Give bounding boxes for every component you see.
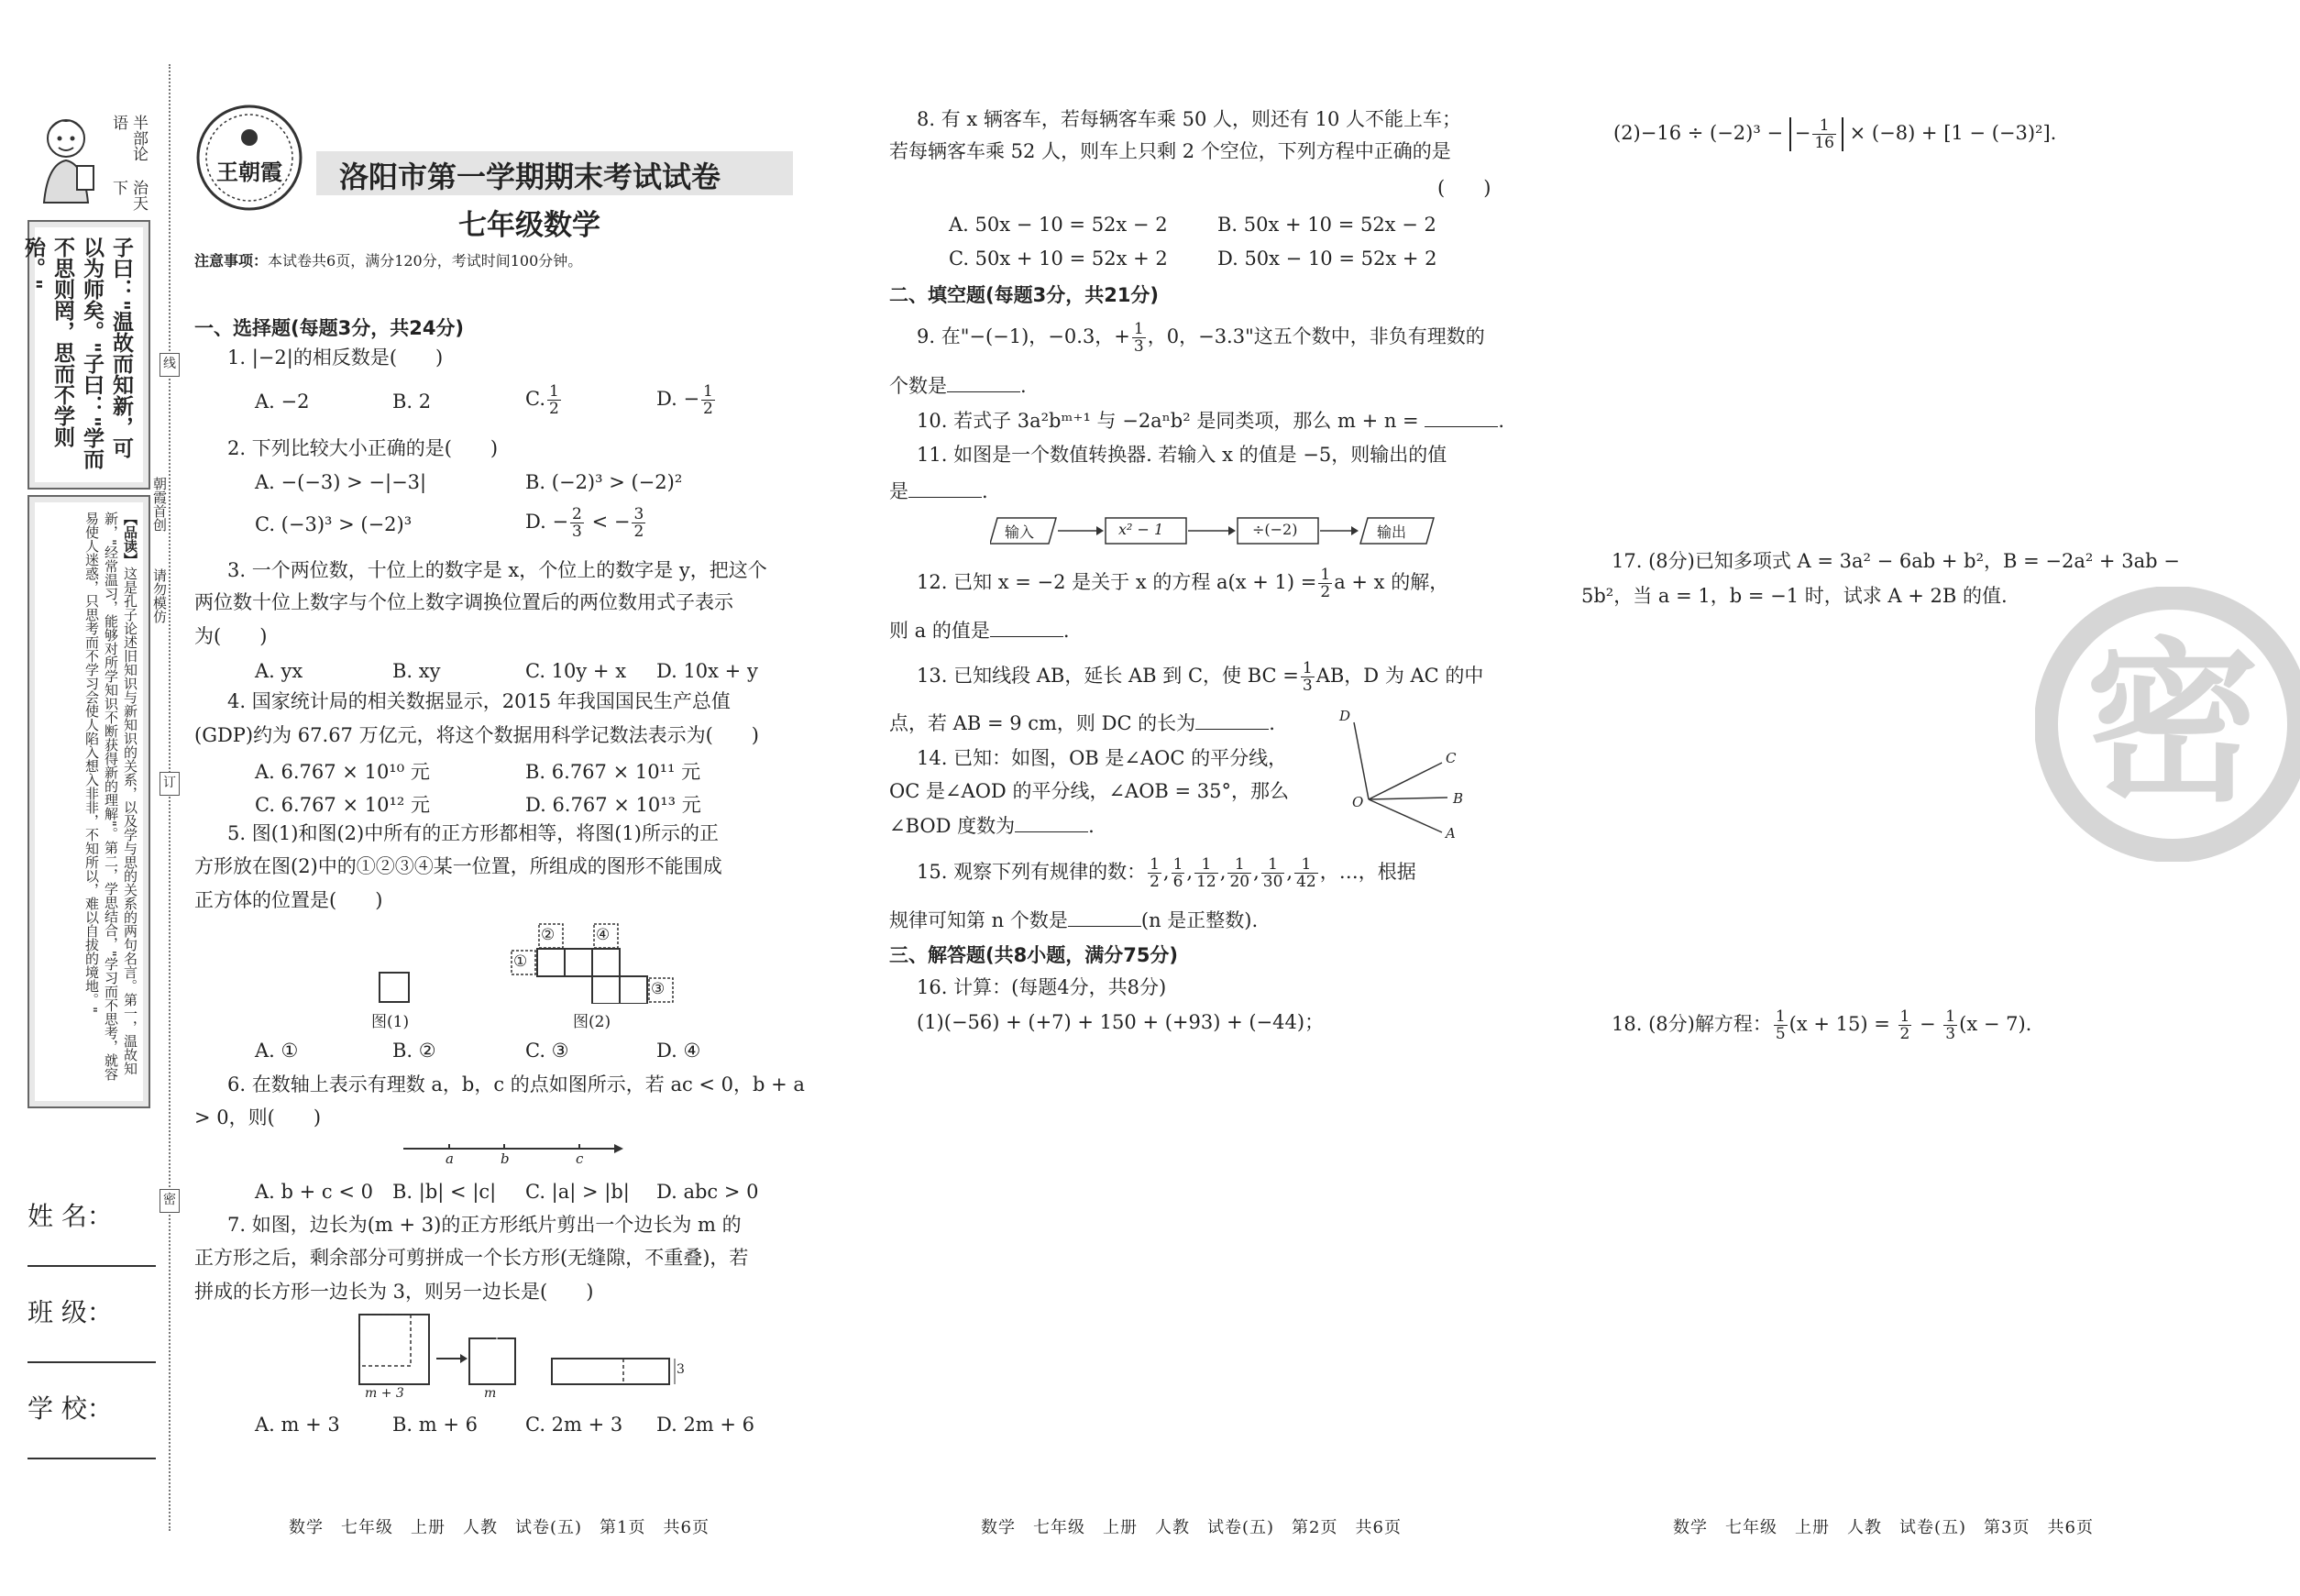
- q14-line-2: OC 是∠AOD 的平分线，∠AOB = 35°，那么: [889, 780, 1290, 802]
- field-school-label: 学 校：: [28, 1393, 113, 1424]
- q7-line-3: 拼成的长方形一边长为 3，则另一边长是( ): [194, 1281, 594, 1303]
- field-name-label: 姓 名：: [28, 1201, 113, 1231]
- q2-opt-b: B. (−2)³ > (−2)²: [525, 471, 683, 493]
- pindu-body: 这是孔子论述旧知识与新知识的关系，以及学与思的关系的两句名言。第一，温故知新，"经常温习，能够对所学知识不断获得新的理解"。第二，学思结合，"学习而不思考，就容易使人迷惑，只思考而不学习会使人陷入想入非非，不知所以，难以自拔的境地。": [83, 512, 138, 1081]
- q2-opt-c: C. (−3)³ > (−2)³: [255, 513, 413, 535]
- q9-line-2: 个数是 .: [889, 375, 1027, 397]
- q15-line-1: 15. 观察下列有规律的数： $\frac{1}{2}$ , $\frac{1}{6}$ , $\frac{1}{12}$ , $\frac{1}{20}$ , $\frac{1}{30}$ , $\frac{1}{42}$ ，…，根据: [917, 855, 1416, 891]
- q13-blank[interactable]: [1195, 712, 1269, 730]
- q4-opt-d: D. 6.767 × 10¹³ 元: [525, 794, 701, 816]
- fold-mark-2: 订: [160, 772, 180, 796]
- q12-blank[interactable]: [990, 620, 1063, 637]
- side-note-2: 请勿模仿: [151, 568, 168, 623]
- q16-part-1: (1)(−56) + (+7) + 150 + (+93) + (−44)；: [917, 1011, 1325, 1033]
- q14-angle-figure: [1334, 706, 1480, 843]
- q5-line-3: 正方体的位置是( ): [194, 889, 383, 911]
- q11-line-2: 是 .: [889, 480, 988, 502]
- q6-opt-c: C. |a| > |b|: [525, 1181, 630, 1203]
- fold-mark-1: 线: [160, 353, 180, 377]
- q5-figure-1: [379, 972, 410, 1003]
- q14-blank[interactable]: [1015, 815, 1088, 832]
- q14-label-b: B: [1453, 790, 1464, 807]
- q7-line-1: 7. 如图，边长为(m + 3)的正方形纸片剪出一个边长为 m 的: [227, 1214, 742, 1236]
- quote-box: [21, 220, 150, 490]
- q7-figure: [358, 1313, 688, 1404]
- motto-line-1: 半部论语: [109, 115, 148, 161]
- q6-label-c: c: [576, 1150, 584, 1167]
- binding-strip: [21, 105, 151, 1508]
- field-name[interactable]: [28, 1196, 156, 1267]
- q14-label-o: O: [1352, 794, 1364, 810]
- q15-line-2: 规律可知第 n 个数是 (n 是正整数).: [889, 909, 1259, 931]
- q1-opt-c: C. $\frac{1}{2}$: [525, 382, 559, 418]
- q6-label-a: a: [446, 1150, 454, 1167]
- flow-input: 输入: [1005, 523, 1035, 541]
- fold-mark-3: 密: [160, 1189, 180, 1213]
- q8-opt-b: B. 50x + 10 = 52x − 2: [1217, 214, 1436, 236]
- q5-opt-d: D. ④: [656, 1040, 701, 1062]
- q13-line-1: 13. 已知线段 AB，延长 AB 到 C，使 BC = $\frac{1}{3}$ AB，D 为 AC 的中: [917, 659, 1484, 695]
- q11-line-1: 11. 如图是一个数值转换器. 若输入 x 的值是 −5，则输出的值: [917, 444, 1447, 466]
- q14-label-d: D: [1339, 708, 1351, 724]
- q8-opt-d: D. 50x − 10 = 52x + 2: [1217, 248, 1437, 270]
- q5-line-1: 5. 图(1)和图(2)中所有的正方形都相等，将图(1)所示的正: [227, 822, 719, 844]
- q8-line-3: ( ): [1437, 177, 1491, 199]
- q5-pos-4: ④: [596, 926, 611, 944]
- q1-opt-d: D. − $\frac{1}{2}$: [656, 382, 713, 418]
- flow-step-2: ÷(−2): [1252, 521, 1298, 538]
- q4-opt-c: C. 6.767 × 10¹² 元: [255, 794, 430, 816]
- q10: 10. 若式子 3a²bᵐ⁺¹ 与 −2aⁿb² 是同类项，那么 m + n = .: [917, 410, 1505, 432]
- q5-figure-2: [510, 921, 675, 1004]
- q8-line-2: 若每辆客车乘 52 人，则车上只剩 2 个空位，下列方程中正确的是: [889, 140, 1451, 162]
- footer-page-3: 数学 七年级 上册 人教 试卷(五) 第3页 共6页: [1673, 1518, 2094, 1537]
- q6-opt-b: B. |b| < |c|: [392, 1181, 497, 1203]
- q17-line-2: 5b²，当 a = 1，b = −1 时，试求 A + 2B 的值.: [1581, 585, 2008, 607]
- q3-opt-b: B. xy: [392, 660, 441, 682]
- q7-label-3: 3: [677, 1362, 685, 1377]
- q5-figure-2-caption: 图(2): [573, 1013, 611, 1031]
- q6-opt-d: D. abc > 0: [656, 1181, 759, 1203]
- q12-line-2: 则 a 的值是 .: [889, 620, 1070, 642]
- q5-pos-2: ②: [541, 926, 556, 944]
- fold-line: [169, 64, 171, 1531]
- q10-blank[interactable]: [1425, 410, 1498, 427]
- q15-blank[interactable]: [1068, 909, 1141, 927]
- q4-opt-a: A. 6.767 × 10¹⁰ 元: [255, 761, 430, 783]
- q6-line-1: 6. 在数轴上表示有理数 a，b，c 的点如图所示，若 ac < 0，b + a: [227, 1073, 805, 1095]
- page-subtitle: 七年级数学: [458, 209, 600, 242]
- q6-label-b: b: [501, 1150, 510, 1167]
- q5-opt-c: C. ③: [525, 1040, 569, 1062]
- q3-opt-a: A. yx: [255, 660, 303, 682]
- notice-label: 注意事项：: [194, 252, 269, 270]
- q5-pos-1: ①: [513, 952, 528, 971]
- q2-opt-d: D. − $\frac{2}{3}$ < − $\frac{3}{2}$: [525, 505, 644, 541]
- section-1-title: 一、选择题(每题3分，共24分): [194, 317, 465, 339]
- q8-opt-a: A. 50x − 10 = 52x − 2: [949, 214, 1168, 236]
- q5-opt-b: B. ②: [392, 1040, 436, 1062]
- q12-line-1: 12. 已知 x = −2 是关于 x 的方程 a(x + 1) = $\frac{1}{2}$ a + x 的解，: [917, 566, 1449, 601]
- logo-text: 王朝霞: [216, 160, 282, 185]
- q7-line-2: 正方形之后，剩余部分可剪拼成一个长方形(无缝隙，不重叠)，若: [194, 1247, 749, 1269]
- motto-top: [108, 115, 149, 215]
- field-class-label: 班 级：: [28, 1297, 113, 1327]
- q13-line-2: 点，若 AB = 9 cm，则 DC 的长为 .: [889, 712, 1275, 734]
- q7-opt-d: D. 2m + 6: [656, 1414, 755, 1436]
- q3-line-1: 3. 一个两位数，十位上的数字是 x，个位上的数字是 y，把这个: [227, 559, 767, 581]
- notice: [194, 249, 582, 270]
- logo: [194, 103, 304, 213]
- q4-line-2: (GDP)约为 67.67 万亿元，将这个数据用科学记数法表示为( ): [194, 724, 759, 746]
- notice-text: 本试卷共6页，满分120分，考试时间100分钟。: [268, 252, 583, 270]
- field-class[interactable]: [28, 1293, 156, 1363]
- q7-opt-b: B. m + 6: [392, 1414, 479, 1436]
- q1: 1. |−2|的相反数是( ): [227, 347, 444, 369]
- page-title: 洛阳市第一学期期末考试试卷: [339, 160, 721, 194]
- side-note-1: 朝霞首创: [151, 477, 168, 532]
- q16-part-2: (2)−16 ÷ (−2)³ − − $\frac{1}{16}$ × (−8) + [1 − (−3)²].: [1613, 116, 2057, 152]
- q14-line-1: 14. 已知：如图，OB 是∠AOC 的平分线，: [917, 747, 1288, 769]
- q6-line-2: > 0，则( ): [194, 1106, 322, 1128]
- quote-text: 子曰："温故而知新，可以为师矣。"子曰："学而不思则罔，思而不学则殆。": [21, 237, 133, 469]
- q14-label-c: C: [1446, 750, 1457, 766]
- q3-opt-c: C. 10y + x: [525, 660, 627, 682]
- q18: 18. (8分)解方程： $\frac{1}{5}$ (x + 15) = $\frac{1}{2}$ − $\frac{1}{3}$ (x − 7).: [1612, 1007, 2032, 1043]
- q14-label-a: A: [1446, 825, 1456, 842]
- q14-line-3: ∠BOD 度数为 .: [889, 815, 1095, 837]
- section-2-title: 二、填空题(每题3分，共21分): [889, 284, 1160, 306]
- footer-page-1: 数学 七年级 上册 人教 试卷(五) 第1页 共6页: [289, 1518, 710, 1537]
- q5-pos-3: ③: [651, 980, 666, 998]
- q8-line-1: 8. 有 x 辆客车，若每辆客车乘 50 人，则还有 10 人不能上车；: [917, 108, 1462, 130]
- q17-line-1: 17. (8分)已知多项式 A = 3a² − 6ab + b²，B = −2a² + 3ab −: [1612, 550, 2180, 572]
- q9-line-1: 9. 在"−(−1)，−0.3，+ $\frac{1}{3}$ ，0，−3.3"这五个数中，非负有理数的: [917, 320, 1485, 356]
- section-3-title: 三、解答题(共8小题，满分75分): [889, 944, 1179, 966]
- field-school[interactable]: [28, 1389, 156, 1459]
- q8-opt-c: C. 50x + 10 = 52x + 2: [949, 248, 1168, 270]
- q1-opt-a: A. −2: [255, 391, 310, 413]
- flow-step-1: x² − 1: [1118, 521, 1164, 538]
- q16: 16. 计算：(每题4分，共8分): [917, 976, 1167, 998]
- q4-line-1: 4. 国家统计局的相关数据显示，2015 年我国国民生产总值: [227, 690, 731, 712]
- q3-opt-d: D. 10x + y: [656, 660, 758, 682]
- pindu-box: [28, 495, 150, 1108]
- q5-opt-a: A. ①: [255, 1040, 299, 1062]
- pindu-label: 【品读】: [122, 512, 138, 567]
- q7-label-m: m: [484, 1386, 497, 1401]
- q7-label-m3: m + 3: [365, 1386, 404, 1401]
- confidential-seal: [2035, 587, 2300, 862]
- q9-blank[interactable]: [947, 375, 1020, 392]
- q11-blank[interactable]: [908, 480, 982, 498]
- q4-opt-b: B. 6.767 × 10¹¹ 元: [525, 761, 701, 783]
- q2: 2. 下列比较大小正确的是( ): [227, 437, 499, 459]
- q5-line-2: 方形放在图(2)中的①②③④某一位置，所组成的图形不能围成: [194, 855, 722, 877]
- q7-opt-c: C. 2m + 3: [525, 1414, 623, 1436]
- mascot-icon: [31, 111, 103, 212]
- q3-line-2: 两位数十位上数字与个位上数字调换位置后的两位数用式子表示: [194, 591, 733, 613]
- pindu-text: [82, 512, 139, 1089]
- flow-output: 输出: [1377, 523, 1407, 541]
- q7-opt-a: A. m + 3: [255, 1414, 340, 1436]
- q11-flowchart: [990, 515, 1439, 546]
- q6-number-line: [403, 1141, 623, 1169]
- q5-figure-1-caption: 图(1): [371, 1013, 410, 1031]
- q1-opt-b: B. 2: [392, 391, 432, 413]
- seal-text: 密: [2085, 622, 2260, 825]
- q6-opt-a: A. b + c < 0: [255, 1181, 373, 1203]
- q2-opt-a: A. −(−3) > −|−3|: [255, 471, 427, 493]
- footer-page-2: 数学 七年级 上册 人教 试卷(五) 第2页 共6页: [981, 1518, 1402, 1537]
- q3-line-3: 为( ): [194, 625, 268, 647]
- motto-line-2: 治天下: [109, 180, 148, 212]
